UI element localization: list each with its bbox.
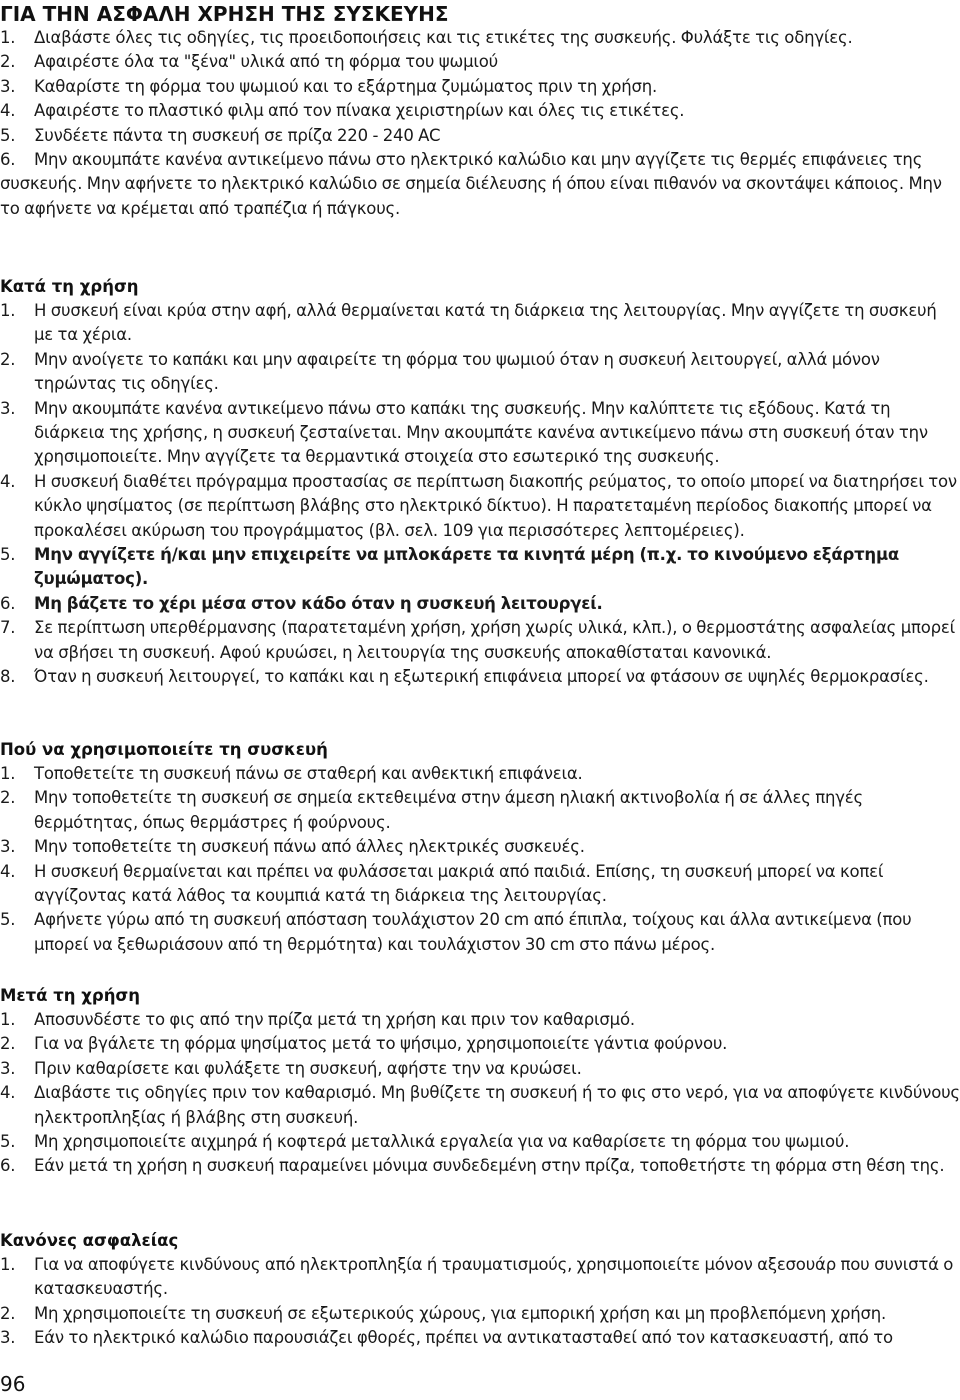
item-text: Εάν το ηλεκτρικό καλώδιο παρουσιάζει φθορές, πρέπει να αντικατασταθεί από τον κατασκευαστή, από το: [34, 1328, 893, 1348]
list-item: [0, 1130, 960, 1154]
item-number: 4.: [0, 861, 16, 881]
item-number: 6.: [0, 1156, 16, 1176]
list-item: [0, 592, 960, 616]
list-item: [0, 616, 960, 665]
item-number: 2.: [0, 349, 16, 369]
item-number: 8.: [0, 667, 16, 687]
item-text: Όταν η συσκευή λειτουργεί, το καπάκι και η εξωτερική επιφάνεια μπορεί να φτάσουν σε υψηλές θερμοκρασίες.: [34, 667, 929, 687]
item-text: Μη βάζετε το χέρι μέσα στον κάδο όταν η συσκευή λειτουργεί.: [34, 593, 603, 613]
item-text: Μην αγγίζετε ή/και μην επιχειρείτε να μπλοκάρετε τα κινητά μέρη (π.χ. το κινούμενο εξάρτημα ζυμώματος).: [34, 545, 900, 589]
item-text: Μη χρησιμοποιείτε αιχμηρά ή κοφτερά μεταλλικά εργαλεία για να καθαρίσετε τη φόρμα του ψωμιού.: [34, 1132, 850, 1152]
list-item: [0, 99, 960, 123]
list-item: [0, 470, 960, 543]
item-text: Για να αποφύγετε κινδύνους από ηλεκτροπληξία ή τραυματισμούς, χρησιμοποιείτε μόνον αξεσουάρ που συνιστά ο κατασκευαστής.: [34, 1255, 954, 1299]
item-number: 1.: [0, 301, 16, 320]
item-text: Πριν καθαρίσετε και φυλάξετε τη συσκευή, αφήστε την να κρυώσει.: [34, 1058, 582, 1078]
section-safety-rules: [0, 1229, 960, 1351]
item-text: Διαβάστε τις οδηγίες πριν τον καθαρισμό. Μη βυθίζετε τη συσκευή ή το φις στο νερό, για να αποφύγετε κινδύνους ηλεκτροπληξίας ή βλάβης στη συσκευή.: [34, 1083, 960, 1127]
item-number: 5.: [0, 910, 16, 930]
item-text: Μην τοποθετείτε τη συσκευή πάνω από άλλες ηλεκτρικές συσκευές.: [34, 837, 585, 857]
item-number: 2.: [0, 1303, 16, 1323]
item-number: 1.: [0, 28, 16, 47]
section-heading: Μετά τη χρήση: [0, 986, 141, 1005]
list-item: [0, 397, 960, 470]
item-number: 4.: [0, 101, 16, 121]
instruction-list: [0, 762, 960, 957]
item-text: Αφαιρέστε το πλαστικό φιλμ από τον πίνακα χειριστηρίων και όλες τις ετικέτες.: [34, 101, 685, 121]
item-text: Μην τοποθετείτε τη συσκευή σε σημεία εκτεθειμένα στην άμεση ηλιακή ακτινοβολία ή σε άλλες πηγές θερμότητας, όπως θερμάστρες ή φούρνους.: [34, 788, 863, 832]
list-item: [0, 124, 960, 148]
item-number: 3.: [0, 1058, 16, 1078]
list-item: [0, 835, 960, 859]
item-number: 2.: [0, 52, 16, 72]
item-text: Διαβάστε όλες τις οδηγίες, τις προειδοποιήσεις και τις ετικέτες της συσκευής. Φυλάξτε τις οδηγίες.: [34, 28, 853, 47]
item-number: 4.: [0, 471, 16, 491]
list-item: [0, 786, 960, 835]
page-number: 96: [0, 1372, 26, 1396]
instruction-list: [0, 299, 960, 690]
list-item: [0, 1008, 960, 1032]
list-item: [0, 1081, 960, 1130]
item-number: 6.: [0, 150, 16, 170]
section-heading: Κανόνες ασφαλείας: [0, 1231, 179, 1250]
item-text: Η συσκευή είναι κρύα στην αφή, αλλά θερμαίνεται κατά τη διάρκεια της λειτουργίας. Μην αγγίζετε τη συσκευή με τα χέρια.: [34, 301, 937, 345]
list-item: [0, 148, 960, 221]
instruction-list: [0, 26, 960, 221]
item-number: 7.: [0, 618, 16, 638]
list-item: [0, 348, 960, 397]
item-text: Αφήνετε γύρω από τη συσκευή απόσταση τουλάχιστον 20 cm από έπιπλα, τοίχους και άλλα αντικείμενα (που μπορεί να ξεθωριάσουν από τη θερμότητα) και τουλάχιστον 30 cm στο πάνω μέρος.: [34, 910, 912, 954]
item-number: 1.: [0, 1010, 16, 1029]
item-number: 1.: [0, 1255, 16, 1274]
list-item: [0, 50, 960, 74]
item-text: Για να βγάλετε τη φόρμα ψησίματος μετά το ψήσιμο, χρησιμοποιείτε γάντια φούρνου.: [34, 1034, 728, 1054]
list-item: [0, 1057, 960, 1081]
item-number: 3.: [0, 76, 16, 96]
list-item: [0, 908, 960, 957]
list-item: [0, 543, 960, 592]
instruction-list: [0, 1008, 960, 1179]
instruction-list: [0, 1253, 960, 1351]
list-item: [0, 1326, 960, 1350]
list-item: [0, 1032, 960, 1056]
item-number: 2.: [0, 1034, 16, 1054]
item-text: Συνδέετε πάντα τη συσκευή σε πρίζα 220 - 240 AC: [34, 125, 441, 145]
item-text: Μην ανοίγετε το καπάκι και μην αφαιρείτε τη φόρμα του ψωμιού όταν η συσκευή λειτουργεί, αλλά μόνον τηρώντας τις οδηγίες.: [34, 349, 880, 394]
list-item: [0, 1253, 960, 1302]
item-text: Μην ακουμπάτε κανένα αντικείμενο πάνω στο ηλεκτρικό καλώδιο και μην αγγίζετε τις θερμές επιφάνειες της συσκευής. Μην αφήνετε το ηλεκτρικό καλώδιο σε σημεία διέλευσης ή όπου είναι πιθανόν να σκοντάψει κάποιος. Μην το αφήνετε να κρέμεται από τραπέζια ή πάγκους.: [0, 150, 942, 218]
item-number: 5.: [0, 125, 16, 145]
list-item: [0, 75, 960, 99]
section-heading: Κατά τη χρήση: [0, 277, 139, 296]
item-text: Τοποθετείτε τη συσκευή πάνω σε σταθερή και ανθεκτική επιφάνεια.: [34, 764, 583, 783]
section-heading: ΓΙΑ ΤΗΝ ΑΣΦΑΛΗ ΧΡΗΣΗ ΤΗΣ ΣΥΣΚΕΥΗΣ: [0, 2, 449, 26]
item-text: Σε περίπτωση υπερθέρμανσης (παρατεταμένη χρήση, χρήση χωρίς υλικά, κλπ.), ο θερμοστάτης ασφαλείας μπορεί να σβήσει τη συσκευή. Αφού κρυώσει, η λειτουργία της συσκευής αποκαθίσταται κανονικά.: [34, 618, 956, 662]
list-item: [0, 26, 960, 50]
item-number: 2.: [0, 788, 16, 808]
item-text: Μην ακουμπάτε κανένα αντικείμενο πάνω στο καπάκι της συσκευής. Μην καλύπτετε τις εξόδους. Κατά τη διάρκεια της χρήσης, η συσκευή ζεσταίνεται. Μην ακουμπάτε κανένα αντικείμενο πάνω στη συσκευή όταν την χρησιμοποιείτε. Μην αγγίζετε τα θερμαντικά στοιχεία στο εσωτερικό της συσκευής.: [34, 398, 928, 467]
list-item: [0, 860, 960, 909]
list-item: [0, 1302, 960, 1326]
item-number: 4.: [0, 1083, 16, 1103]
list-item: [0, 665, 960, 689]
item-text: Καθαρίστε τη φόρμα του ψωμιού και το εξάρτημα ζυμώματος πριν τη χρήση.: [34, 76, 658, 96]
item-number: 3.: [0, 837, 16, 857]
section-where-to-use: [0, 738, 960, 957]
item-text: Αποσυνδέστε το φις από την πρίζα μετά τη χρήση και πριν τον καθαρισμό.: [34, 1010, 635, 1029]
list-item: [0, 299, 960, 348]
item-text: Η συσκευή θερμαίνεται και πρέπει να φυλάσσεται μακριά από παιδιά. Επίσης, τη συσκευή μπορεί να κοπεί αγγίζοντας κατά λάθος τα κουμπιά κατά τη διάρκεια της λειτουργίας.: [34, 861, 884, 906]
item-number: 3.: [0, 398, 16, 418]
item-number: 1.: [0, 764, 16, 783]
item-text: Η συσκευή διαθέτει πρόγραμμα προστασίας σε περίπτωση διακοπής ρεύματος, το οποίο μπορεί να διατηρήσει τον κύκλο ψησίματος (σε περίπτωση βλάβης στο ηλεκτρικό δίκτυο). Η παρατεταμένη περίοδος διακοπής μπορεί να προκαλέσει ακύρωση του προγράμματος (βλ. σελ. 109 για περισσότερες λεπτομέρειες).: [34, 471, 957, 540]
item-text: Αφαιρέστε όλα τα "ξένα" υλικά από τη φόρμα του ψωμιού: [34, 52, 498, 72]
section-heading: Πού να χρησιμοποιείτε τη συσκευή: [0, 740, 328, 759]
item-text: Μη χρησιμοποιείτε τη συσκευή σε εξωτερικούς χώρους, για εμπορική χρήση και μη προβλεπόμενη χρήση.: [34, 1303, 887, 1323]
list-item: [0, 762, 960, 786]
item-number: 5.: [0, 545, 16, 565]
item-number: 6.: [0, 593, 16, 613]
list-item: [0, 1154, 960, 1178]
item-number: 3.: [0, 1328, 16, 1348]
item-number: 5.: [0, 1132, 16, 1152]
section-during-use: [0, 275, 960, 690]
section-after-use: [0, 984, 960, 1179]
item-text: Εάν μετά τη χρήση η συσκευή παραμείνει μόνιμα συνδεδεμένη στην πρίζα, τοποθετήστε τη φόρμα στη θέση της.: [34, 1156, 945, 1176]
section-safe-use: [0, 2, 960, 221]
